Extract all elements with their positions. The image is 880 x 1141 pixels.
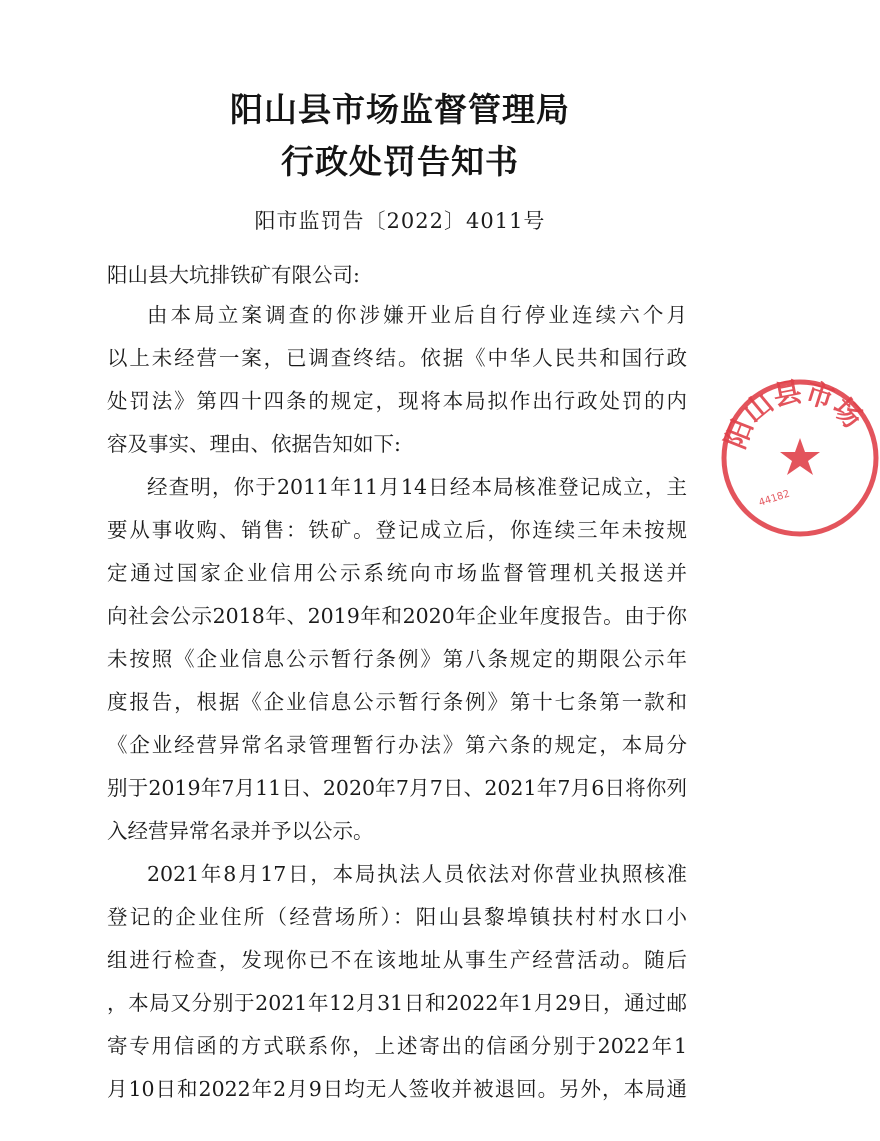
recipient-line: 阳山县大坑排铁矿有限公司:: [107, 263, 360, 287]
body-line-8: 向社会公示2018年、2019年和2020年企业年度报告。由于你: [107, 604, 687, 628]
body-line-17: ，本局又分别于2021年12月31日和2022年1月29日，通过邮: [107, 991, 687, 1015]
body-line-7: 定通过国家企业信用公示系统向市场监督管理机关报送并: [107, 561, 687, 585]
body-line-10: 度报告，根据《企业信息公示暂行条例》第十七条第一款和: [107, 690, 687, 714]
body-line-2: 以上未经营一案，已调查终结。依据《中华人民共和国行政: [107, 346, 687, 370]
document-title-type: 行政处罚告知书: [281, 142, 519, 181]
body-line-15: 登记的企业住所（经营场所）：阳山县黎埠镇扶村村水口小: [107, 905, 687, 929]
document-number: 阳市监罚告〔2022〕4011号: [254, 209, 546, 233]
body-line-1: 由本局立案调查的你涉嫌开业后自行停业连续六个月: [147, 303, 687, 327]
body-line-14: 2021年8月17日，本局执法人员依法对你营业执照核准: [147, 862, 687, 886]
body-line-19: 月10日和2022年2月9日均无人签收并被退回。另外，本局通: [107, 1077, 687, 1101]
body-line-4: 容及事实、理由、依据告知如下:: [107, 432, 401, 456]
body-line-5: 经查明，你于2011年11月14日经本局核准登记成立，主: [147, 475, 687, 499]
body-line-11: 《企业经营异常名录管理暂行办法》第六条的规定，本局分: [107, 733, 687, 757]
body-line-12: 别于2019年7月11日、2020年7月7日、2021年7月6日将你列: [107, 776, 687, 800]
body-line-3: 处罚法》第四十四条的规定，现将本局拟作出行政处罚的内: [107, 389, 687, 413]
body-line-18: 寄专用信函的方式联系你，上述寄出的信函分别于2022年1: [107, 1034, 687, 1058]
official-seal-stamp: [718, 374, 880, 538]
document-title-agency: 阳山县市场监督管理局: [230, 90, 570, 129]
body-line-13: 入经营异常名录并予以公示。: [107, 819, 374, 843]
seal-code-text: 44182: [757, 488, 792, 509]
body-line-9: 未按照《企业信息公示暂行条例》第八条规定的期限公示年: [107, 647, 687, 671]
seal-arc-text: 阳山县市场: [718, 374, 870, 454]
seal-star-icon: [780, 438, 820, 475]
body-line-6: 要从事收购、销售：铁矿。登记成立后，你连续三年未按规: [107, 518, 687, 542]
body-line-16: 组进行检查，发现你已不在该地址从事生产经营活动。随后: [107, 948, 687, 972]
